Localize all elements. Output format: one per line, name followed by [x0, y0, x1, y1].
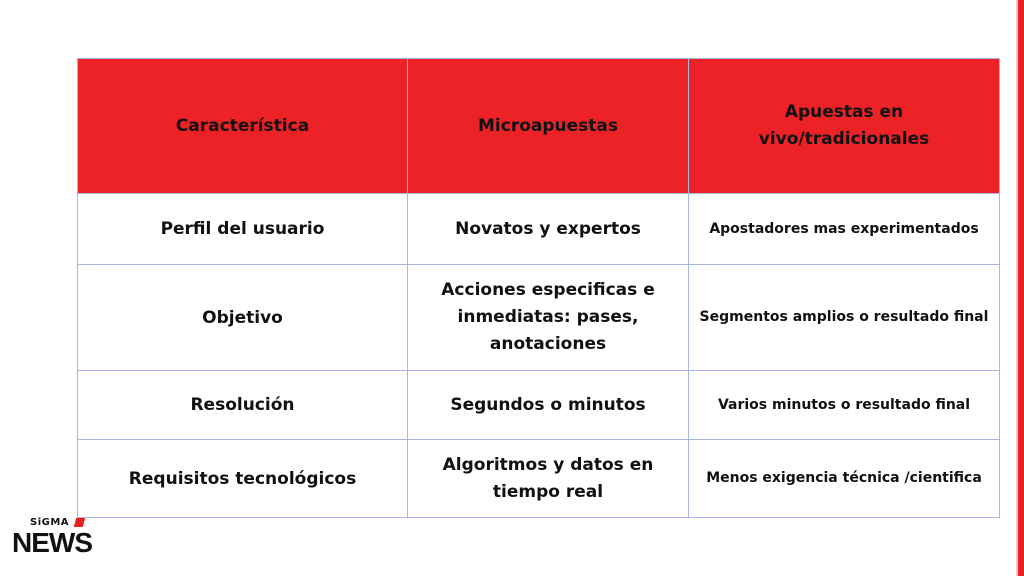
sigma-news-logo: [12, 517, 112, 561]
table-row: [78, 440, 1000, 518]
logo-bottom-text: NEWS: [12, 527, 92, 558]
apuestas-vivo-cell: Apostadores mas experimentados: [689, 194, 1000, 265]
table-header-row: [78, 59, 1000, 194]
microapuestas-cell: Algoritmos y datos en tiempo real: [408, 440, 689, 518]
header-apuestas-en-vivo: Apuestas en vivo/tradicionales: [689, 59, 1000, 194]
table-row: [78, 194, 1000, 265]
header-caracteristica: Característica: [78, 59, 408, 194]
microapuestas-cell: Acciones especificas e inmediatas: pases, anotaciones: [408, 265, 689, 371]
row-label: Objetivo: [78, 265, 408, 371]
logo-top-text: SiGMA: [30, 517, 70, 528]
row-label: Resolución: [78, 371, 408, 440]
right-edge-stripe: [1018, 0, 1024, 576]
apuestas-vivo-cell: Menos exigencia técnica /cientifica: [689, 440, 1000, 518]
apuestas-vivo-cell: Segmentos amplios o resultado final: [689, 265, 1000, 371]
table-row: [78, 371, 1000, 440]
row-label: Requisitos tecnológicos: [78, 440, 408, 518]
microapuestas-cell: Segundos o minutos: [408, 371, 689, 440]
row-label: Perfil del usuario: [78, 194, 408, 265]
table-row: [78, 265, 1000, 371]
logo-flag-icon: [74, 518, 85, 527]
header-microapuestas: Microapuestas: [408, 59, 689, 194]
comparison-table: [77, 58, 1000, 518]
microapuestas-cell: Novatos y expertos: [408, 194, 689, 265]
apuestas-vivo-cell: Varios minutos o resultado final: [689, 371, 1000, 440]
